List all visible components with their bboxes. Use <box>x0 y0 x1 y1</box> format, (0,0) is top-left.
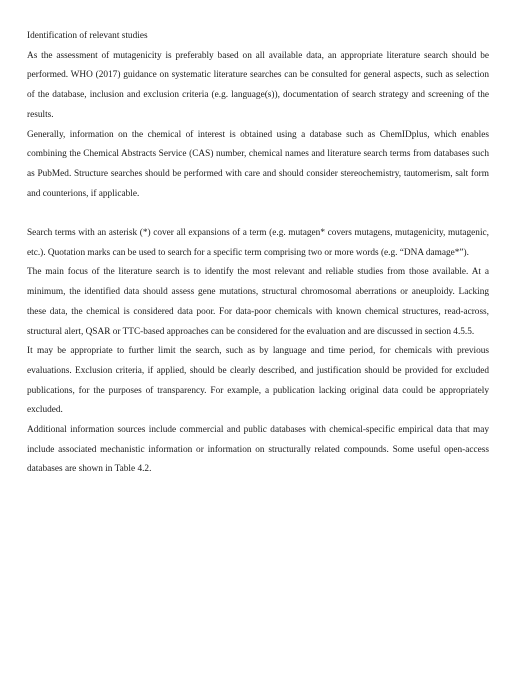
paragraph-search-terms: Search terms with an asterisk (*) cover all expansions of a term (e.g. mutagen* covers mutagens, mutagenicity, mutagenic, etc.). Quotation marks can be used to search for a specific term comprising two or more words (e.g. “DNA damage*”). <box>27 228 489 258</box>
paragraph-main-focus: The main focus of the literature search is to identify the most relevant and reliable studies from those available. At a minimum, the identified data should assess gene mutations, structural chromosomal aberrations or aneuploidy. Lacking these data, the chemical is considered data poor. For data-poor chemicals with known chemical structures, read-across, structural alert, QSAR or TTC-based approaches can be considered for the evaluation and are discussed in section 4.5.5. <box>27 267 489 337</box>
paragraph-literature-search: As the assessment of mutagenicity is preferably based on all available data, an appropriate literature search should be performed. WHO (2017) guidance on systematic literature searches can be consulted for general aspects, such as selection of the database, inclusion and exclusion criteria (e.g. language(s)), documentation of search strategy and screening of the results. <box>27 50 489 120</box>
document-body <box>27 27 489 480</box>
paragraph-additional-sources: Additional information sources include commercial and public databases with chemical-specific empirical data that may include associated mechanistic information or information on structurally related compounds. Some useful open-access databases are shown in Table 4.2. <box>27 425 489 475</box>
paragraph-limit-search: It may be appropriate to further limit the search, such as by language and time period, for chemicals with previous evaluations. Exclusion criteria, if applied, should be clearly described, and justification should be provided for excluded publications, for the purposes of transparency. For example, a publication lacking original data could be appropriately excluded. <box>27 346 489 416</box>
section-heading: Identification of relevant studies <box>27 31 148 41</box>
paragraph-database-info: Generally, information on the chemical of interest is obtained using a database such as ChemIDplus, which enables combining the Chemical Abstracts Service (CAS) number, chemical names and literature search terms from databases such as PubMed. Structure searches should be performed with care and should consider stereochemistry, tautomerism, salt form and counterions, if applicable. <box>27 129 489 199</box>
paragraph-spacer <box>27 204 489 224</box>
